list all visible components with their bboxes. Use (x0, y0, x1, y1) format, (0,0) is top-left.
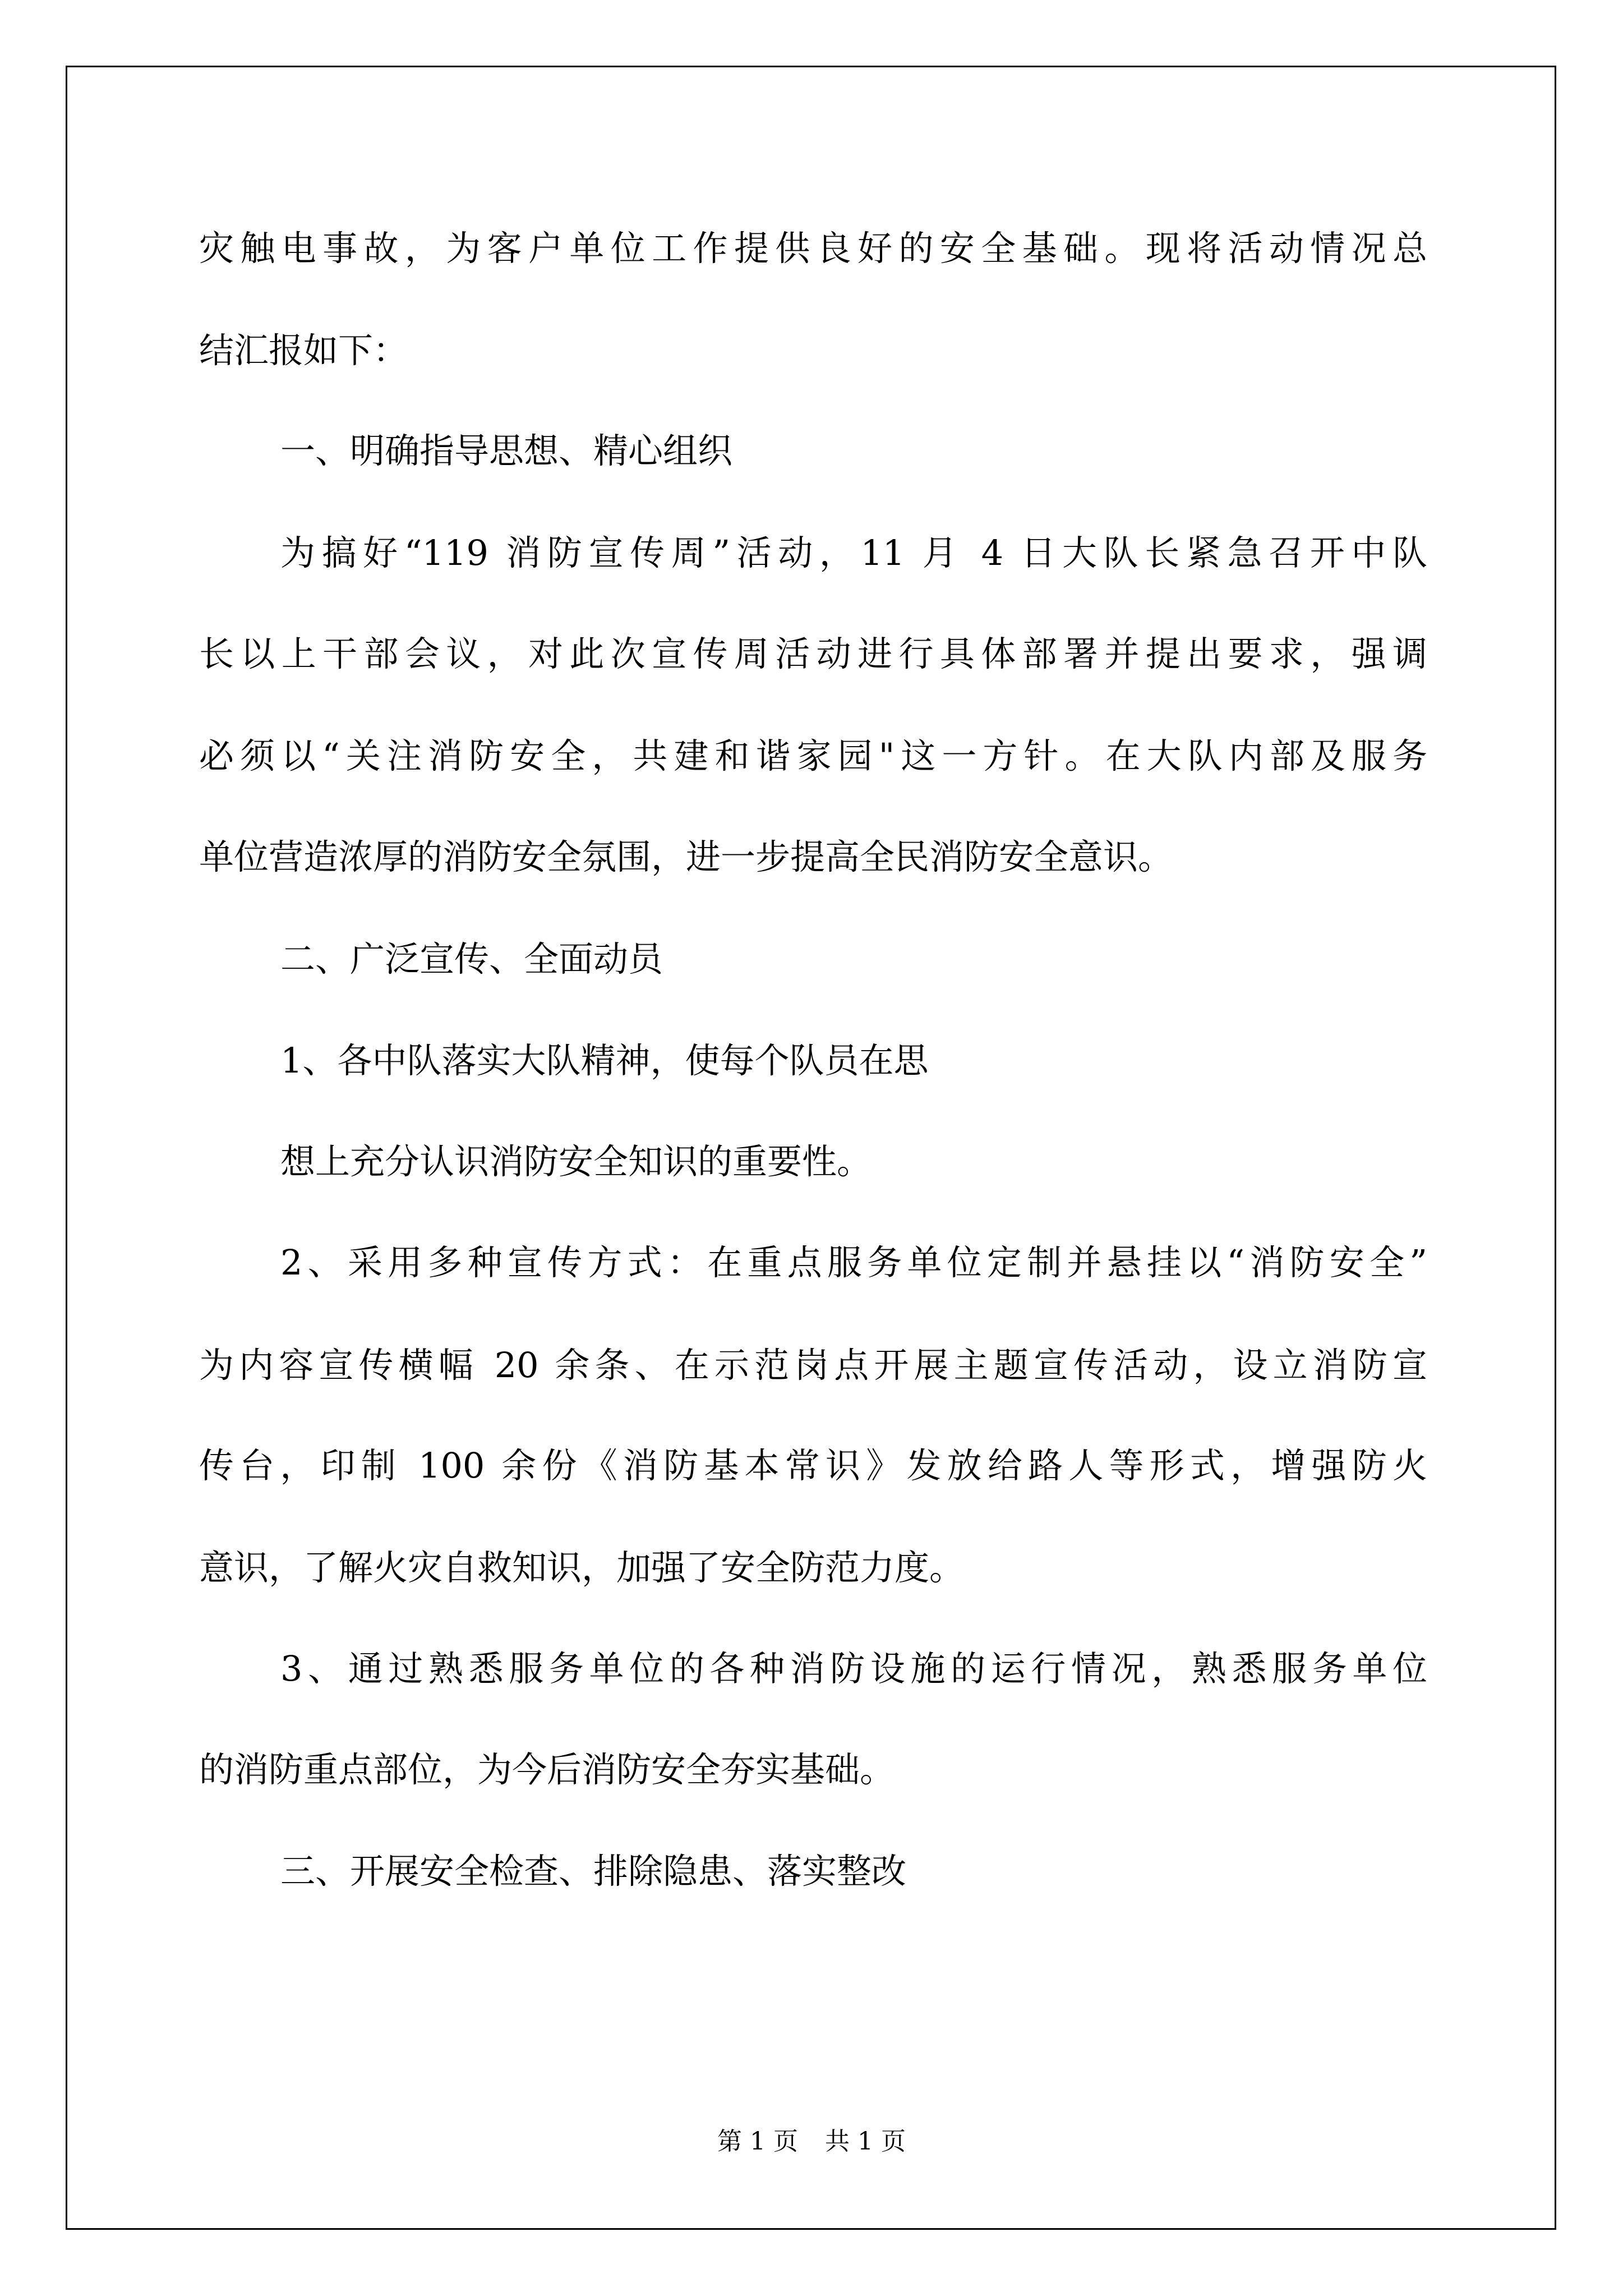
body-line-6: 必须以“关注消防安全，共建和谐家园"这一方针。在大队内部及服务 (199, 735, 1427, 776)
section-heading-2: 二、广泛宣传、全面动员 (280, 938, 663, 979)
section-heading-1: 一、明确指导思想、精心组织 (280, 430, 733, 471)
body-line-12: 为内容宣传横幅 20 余条、在示范岗点开展主题宣传活动，设立消防宣 (199, 1345, 1427, 1386)
body-line-1: 灾触电事故，为客户单位工作提供良好的安全基础。现将活动情况总 (199, 228, 1427, 269)
section-heading-3: 三、开展安全检查、排除隐患、落实整改 (280, 1851, 907, 1892)
body-line-10: 想上充分认识消防安全知识的重要性。 (280, 1141, 872, 1182)
page-number-total: 共 1 页 (825, 2127, 906, 2156)
page-footer (0, 2129, 1623, 2154)
body-line-4: 为搞好“119 消防宣传周”活动，11 月 4 日大队长紧急召开中队 (280, 532, 1427, 573)
body-line-14: 意识，了解火灾自救知识，加强了安全防范力度。 (199, 1547, 965, 1588)
body-line-15: 3、通过熟悉服务单位的各种消防设施的运行情况，熟悉服务单位 (280, 1648, 1427, 1689)
body-line-13: 传台，印制 100 余份《消防基本常识》发放给路人等形式，增强防火 (199, 1445, 1427, 1486)
body-line-9: 1、各中队落实大队精神，使每个队员在思 (280, 1040, 929, 1081)
body-line-7: 单位营造浓厚的消防安全氛围，进一步提高全民消防安全意识。 (199, 836, 1173, 877)
page-number-current: 第 1 页 (717, 2127, 798, 2156)
body-line-2: 结汇报如下： (199, 330, 408, 371)
body-line-5: 长以上干部会议，对此次宣传周活动进行具体部署并提出要求，强调 (199, 633, 1427, 674)
body-line-11: 2、采用多种宣传方式：在重点服务单位定制并悬挂以“消防安全” (280, 1242, 1427, 1283)
body-line-16: 的消防重点部位，为今后消防安全夯实基础。 (199, 1749, 895, 1790)
